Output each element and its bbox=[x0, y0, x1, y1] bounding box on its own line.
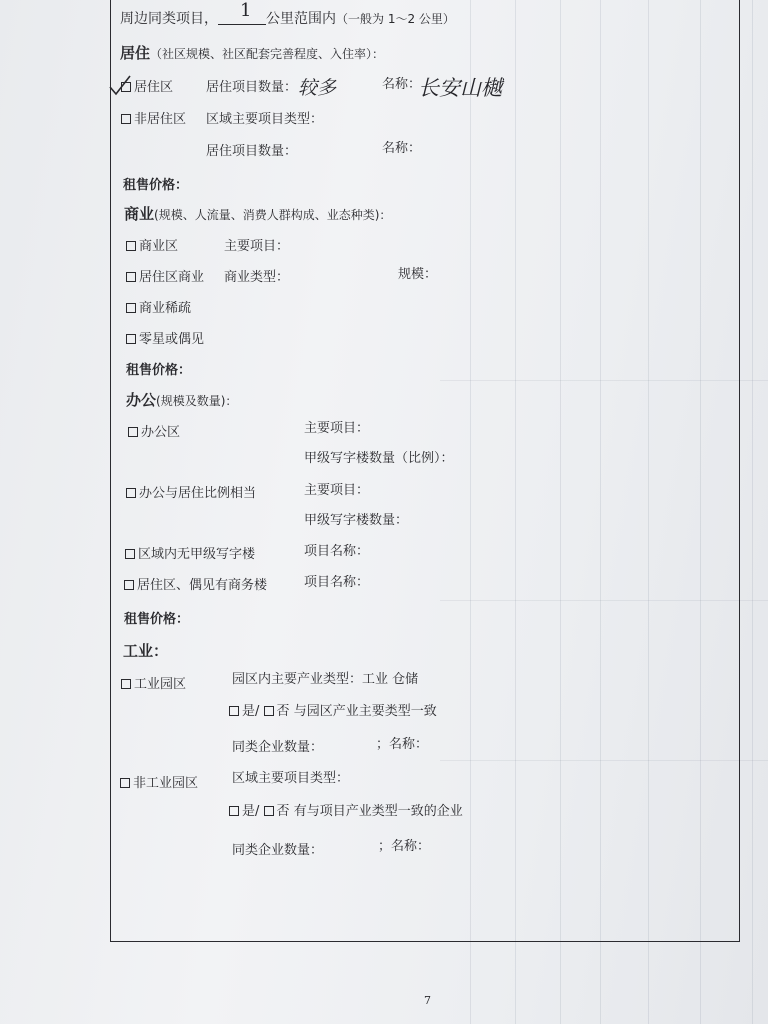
office-area-checkbox[interactable] bbox=[128, 427, 138, 437]
no-checkbox-2[interactable] bbox=[264, 806, 274, 816]
office-area-option[interactable] bbox=[128, 426, 180, 439]
residential-area-label: 居住区 bbox=[134, 80, 174, 95]
residential-commercial-label: 居住区商业 bbox=[139, 270, 205, 285]
office-price-label: 租售价格： bbox=[124, 612, 190, 627]
same-count-label-2: 同类企业数量： bbox=[232, 843, 324, 858]
radius-value: 1 bbox=[240, 0, 252, 21]
industrial-name-label-2: ；名称： bbox=[378, 839, 431, 854]
no-label-1: 否 bbox=[276, 704, 290, 719]
sparse-commercial-label: 商业稀疏 bbox=[139, 301, 192, 316]
project-name-label-1: 项目名称： bbox=[304, 544, 370, 559]
consistent-line bbox=[229, 705, 437, 718]
yes-label-1: 是/ bbox=[242, 704, 260, 719]
park-type-label: 园区内主要产业类型： bbox=[232, 672, 363, 687]
consistent-text: 与园区产业主要类型一致 bbox=[293, 704, 437, 719]
office-title: 办公 bbox=[126, 391, 157, 409]
residential-business-checkbox[interactable] bbox=[124, 580, 134, 590]
residential-business-option[interactable] bbox=[124, 579, 267, 592]
res-name-value: 长安山樾 bbox=[418, 76, 502, 100]
header-line bbox=[120, 0, 455, 27]
commercial-area-option[interactable] bbox=[126, 240, 178, 253]
industrial-park-option[interactable] bbox=[121, 678, 186, 691]
scattered-commercial-checkbox[interactable] bbox=[126, 334, 136, 344]
has-consistent-text: 有与项目产业类型一致的企业 bbox=[293, 804, 463, 819]
header-suffix: 公里范围内 bbox=[266, 11, 336, 27]
office-note: (规模及数量)： bbox=[156, 394, 238, 408]
res-name-label: 名称： bbox=[382, 77, 422, 92]
commercial-title: 商业 bbox=[124, 205, 155, 223]
res-count-value: 较多 bbox=[298, 77, 337, 99]
res-count-label: 居住项目数量： bbox=[206, 80, 298, 95]
res-count-label-2: 居住项目数量： bbox=[206, 144, 298, 159]
res-name-label-2: 名称： bbox=[382, 141, 422, 156]
commercial-scale-label: 规模： bbox=[398, 267, 438, 282]
office-heading bbox=[126, 393, 237, 408]
commercial-heading bbox=[124, 207, 391, 222]
commercial-price-label: 租售价格： bbox=[126, 363, 192, 378]
header-prefix: 周边同类项目， bbox=[120, 11, 218, 27]
grade-a-ratio-label: 甲级写字楼数量（比例）： bbox=[304, 451, 454, 466]
office-main-project-label-2: 主要项目： bbox=[304, 483, 370, 498]
office-residential-label: 办公与居住比例相当 bbox=[139, 486, 257, 501]
office-residential-option[interactable] bbox=[126, 487, 256, 500]
commercial-area-checkbox[interactable] bbox=[126, 241, 136, 251]
residential-business-label: 居住区、偶见有商务楼 bbox=[137, 578, 268, 593]
non-industrial-option[interactable] bbox=[120, 777, 198, 790]
commercial-main-project-label: 主要项目： bbox=[224, 239, 290, 254]
no-grade-a-checkbox[interactable] bbox=[125, 549, 135, 559]
scattered-commercial-option[interactable] bbox=[126, 333, 204, 346]
yes-checkbox-1[interactable] bbox=[229, 706, 239, 716]
project-name-label-2: 项目名称： bbox=[304, 575, 370, 590]
no-grade-a-label: 区域内无甲级写字楼 bbox=[138, 547, 256, 562]
park-industry-type bbox=[232, 673, 418, 686]
industrial-heading: 工业： bbox=[123, 642, 169, 660]
yes-checkbox-2[interactable] bbox=[229, 806, 239, 816]
park-type-options: 工业 仓储 bbox=[362, 672, 419, 687]
sparse-commercial-checkbox[interactable] bbox=[126, 303, 136, 313]
residential-heading bbox=[120, 46, 384, 61]
region-type-label: 区域主要项目类型： bbox=[206, 112, 324, 127]
nonresidential-option[interactable] bbox=[121, 113, 186, 126]
form-frame bbox=[110, 0, 740, 942]
residential-price-label: 租售价格： bbox=[123, 178, 189, 193]
office-main-project-label-1: 主要项目： bbox=[304, 421, 370, 436]
non-industrial-label: 非工业园区 bbox=[133, 776, 199, 791]
residential-area-checkbox[interactable] bbox=[121, 82, 131, 92]
sparse-commercial-option[interactable] bbox=[126, 302, 191, 315]
industrial-park-checkbox[interactable] bbox=[121, 679, 131, 689]
page-number: 7 bbox=[424, 994, 431, 1007]
radius-blank bbox=[218, 0, 266, 25]
header-note: （一般为 1～2 公里） bbox=[336, 12, 455, 26]
residential-note: （社区规模、社区配套完善程度、入住率）： bbox=[150, 47, 385, 61]
commercial-type-label: 商业类型： bbox=[224, 270, 290, 285]
industrial-region-type-label: 区域主要项目类型： bbox=[232, 771, 350, 786]
no-checkbox-1[interactable] bbox=[264, 706, 274, 716]
no-label-2: 否 bbox=[276, 804, 290, 819]
office-residential-checkbox[interactable] bbox=[126, 488, 136, 498]
nonresidential-checkbox[interactable] bbox=[121, 114, 131, 124]
commercial-note: (规模、人流量、消费人群构成、业态种类)： bbox=[154, 208, 392, 222]
grade-a-count-label: 甲级写字楼数量： bbox=[304, 513, 409, 528]
scattered-commercial-label: 零星或偶见 bbox=[139, 332, 205, 347]
residential-title: 居住 bbox=[120, 44, 151, 62]
residential-commercial-checkbox[interactable] bbox=[126, 272, 136, 282]
nonresidential-label: 非居住区 bbox=[134, 112, 187, 127]
industrial-park-label: 工业园区 bbox=[134, 677, 187, 692]
same-count-label-1: 同类企业数量： bbox=[232, 740, 324, 755]
has-consistent-line bbox=[229, 805, 463, 818]
residential-commercial-option[interactable] bbox=[126, 271, 204, 284]
non-industrial-checkbox[interactable] bbox=[120, 778, 130, 788]
office-area-label: 办公区 bbox=[141, 425, 181, 440]
industrial-name-label-1: ；名称： bbox=[376, 737, 429, 752]
residential-area-option[interactable] bbox=[121, 81, 173, 94]
commercial-area-label: 商业区 bbox=[139, 239, 179, 254]
yes-label-2: 是/ bbox=[242, 804, 260, 819]
no-grade-a-option[interactable] bbox=[125, 548, 255, 561]
